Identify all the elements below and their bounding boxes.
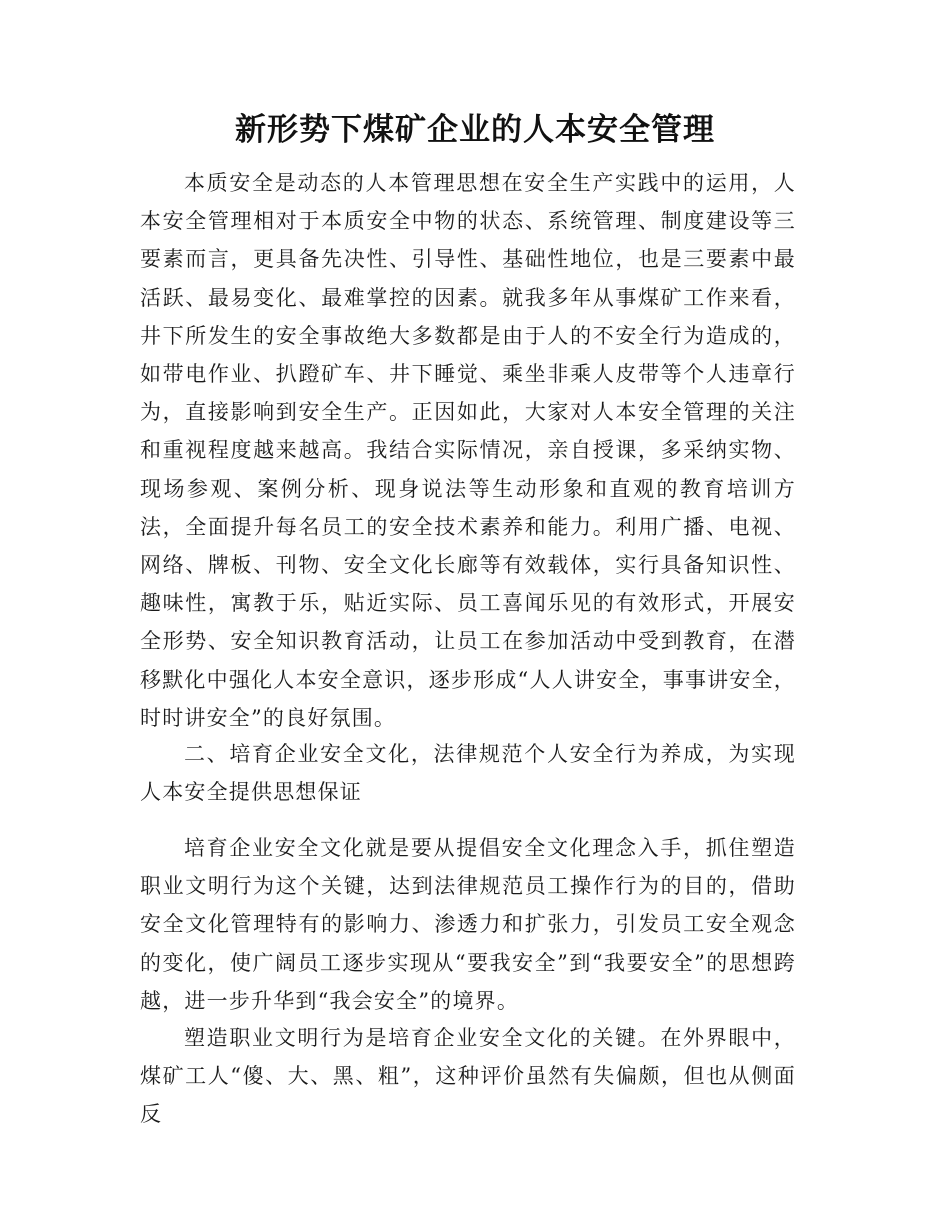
paragraph-3: 培育企业安全文化就是要从提倡安全文化理念入手，抓住塑造职业文明行为这个关键，达到法律规范员工操作行为的目的，借助安全文化管理特有的影响力、渗透力和扩张力，引发员工安全观念的变化，使广阔员工逐步实现从“要我安全”到“我要安全”的思想跨越，进一步升华到“我会安全”的境界。 bbox=[140, 836, 796, 1013]
document-title: 新形势下煤矿企业的人本安全管理 bbox=[235, 112, 715, 148]
paragraph-4: 塑造职业文明行为是培育企业安全文化的关键。在外界眼中，煤矿工人“傻、大、黑、粗”，这种评价虽然有失偏颇，但也从侧面反 bbox=[140, 1026, 796, 1127]
paragraph-1: 本质安全是动态的人本管理思想在安全生产实践中的运用，人本安全管理相对于本质安全中物的状态、系统管理、制度建设等三要素而言，更具备先决性、引导性、基础性地位，也是三要素中最活跃、最易变化、最难掌控的因素。就我多年从事煤矿工作来看，井下所发生的安全事故绝大多数都是由于人的不安全行为造成的，如带电作业、扒蹬矿车、井下睡觉、乘坐非乘人皮带等个人违章行为，直接影响到安全生产。正因如此，大家对人本安全管理的关注和重视程度越来越高。我结合实际情况，亲自授课，多采纳实物、现场参观、案例分析、现身说法等生动形象和直观的教育培训方法，全面提升每名员工的安全技术素养和能力。利用广播、电视、网络、牌板、刊物、安全文化长廊等有效载体，实行具备知识性、趣味性，寓教于乐，贴近实际、员工喜闻乐见的有效形式，开展安全形势、安全知识教育活动，让员工在参加活动中受到教育，在潜移默化中强化人本安全意识，逐步形成“人人讲安全，事事讲安全，时时讲安全”的良好氛围。 bbox=[140, 171, 796, 730]
section-heading-2: 二、培育企业安全文化，法律规范个人安全行为养成，为实现人本安全提供思想保证 bbox=[140, 742, 796, 805]
